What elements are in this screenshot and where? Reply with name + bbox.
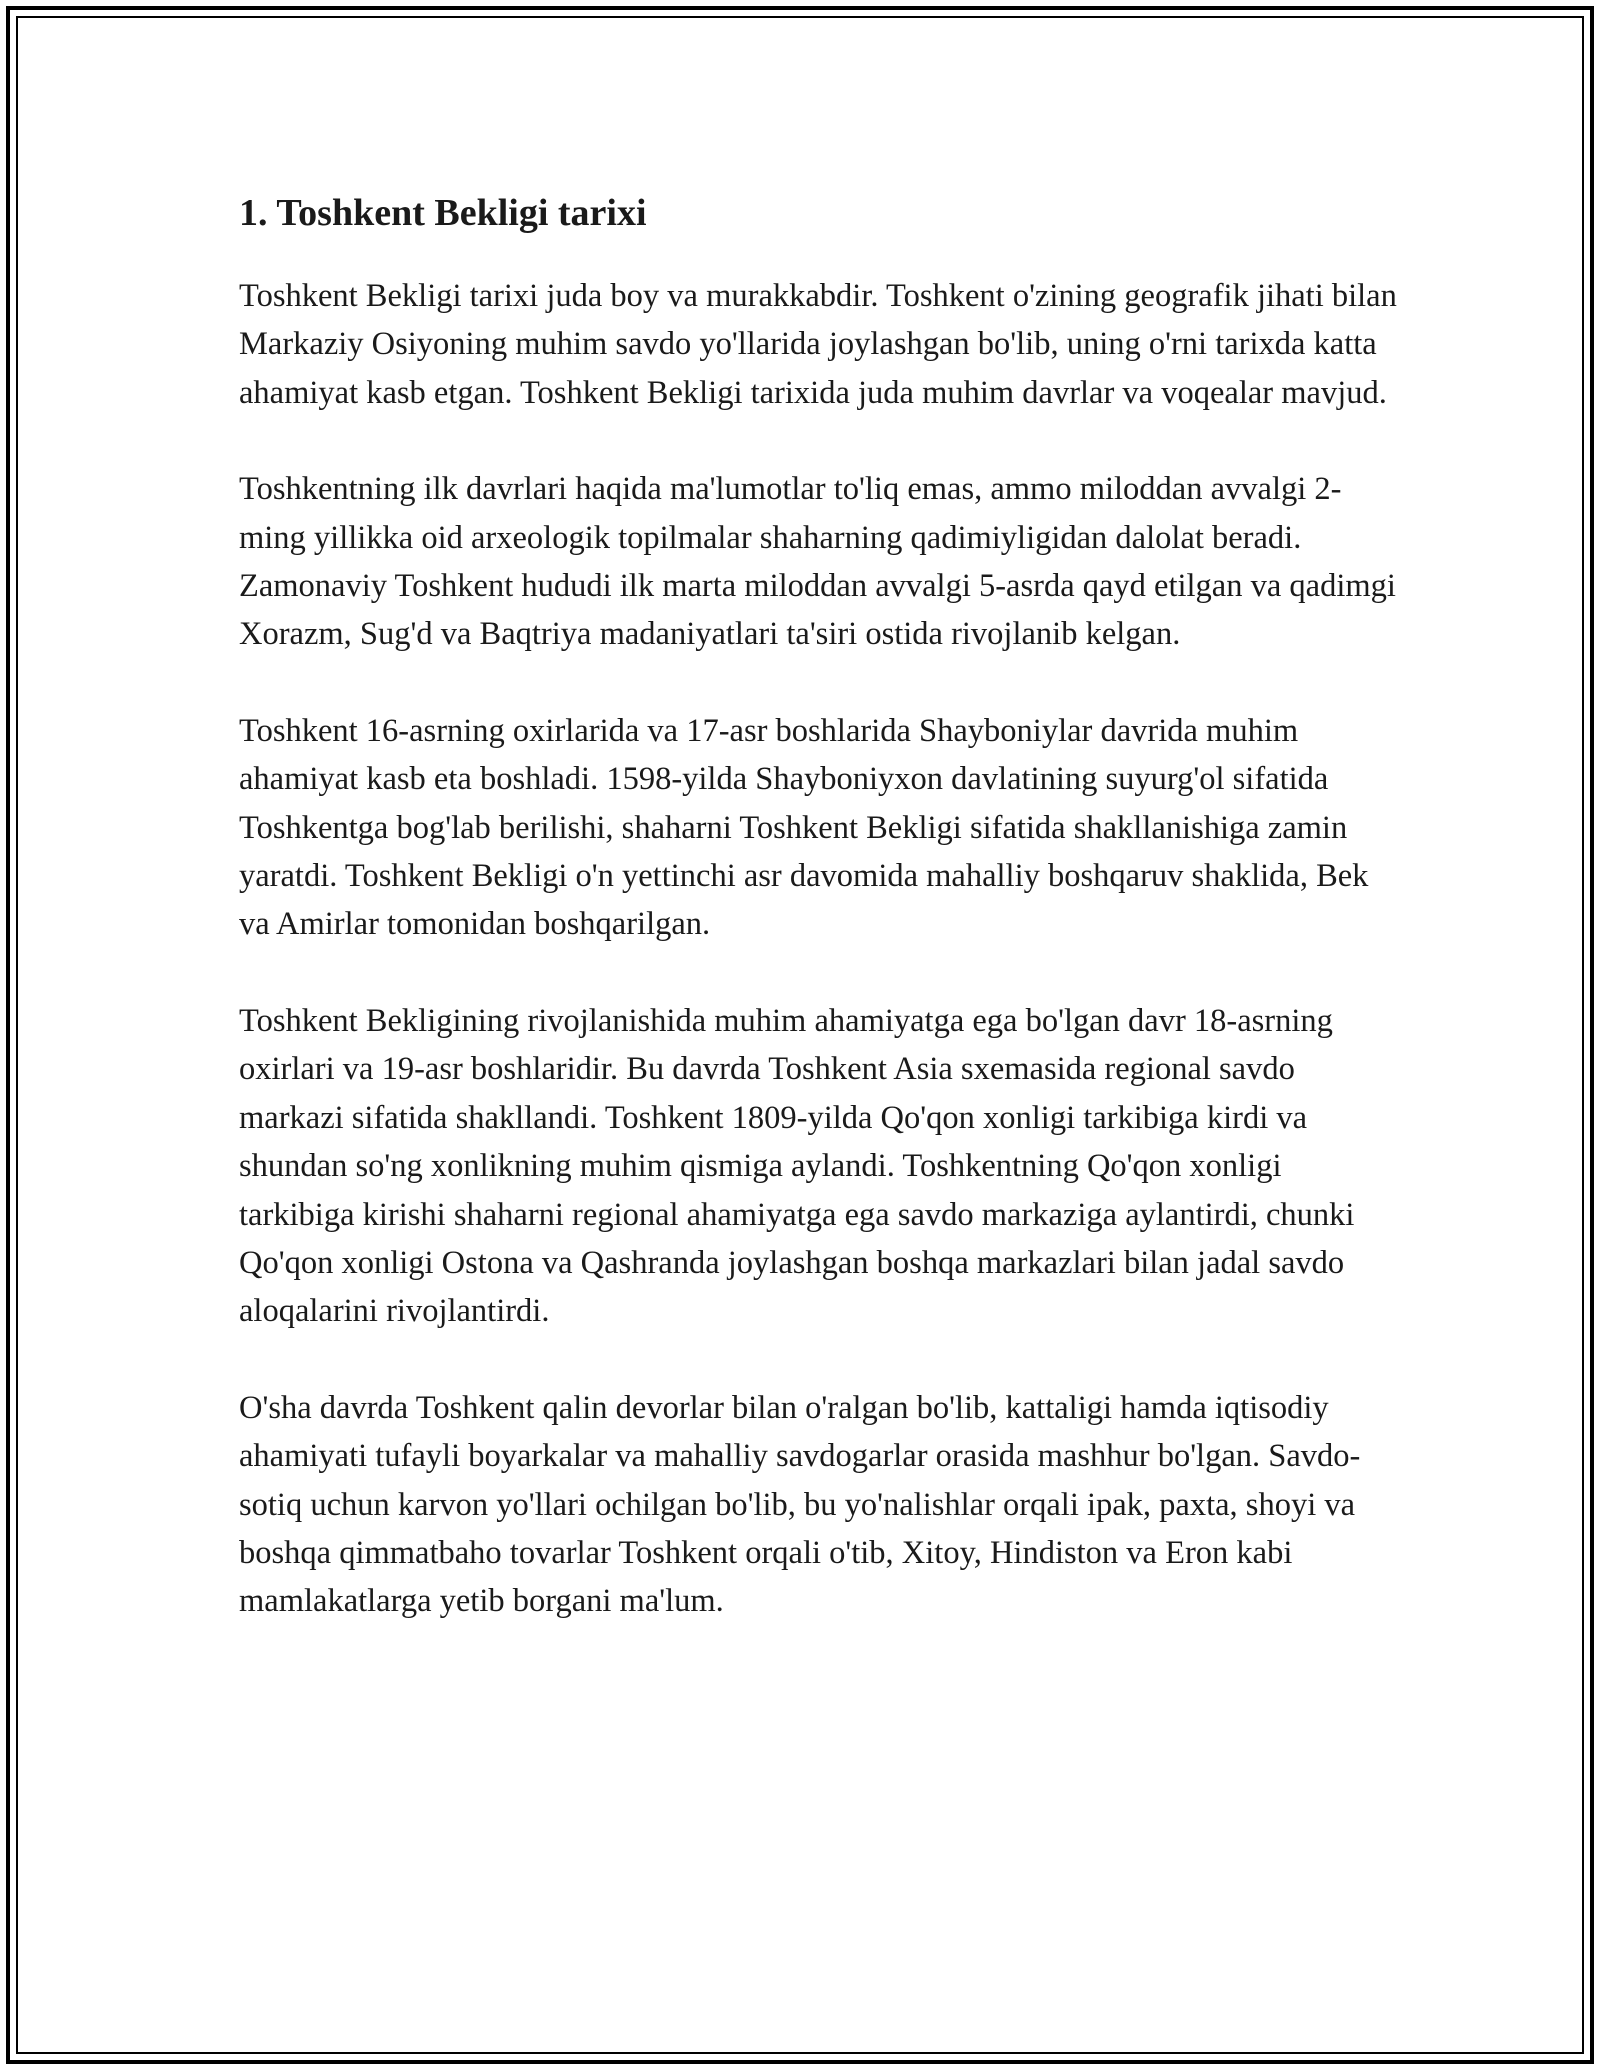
document-body <box>239 188 1401 1674</box>
document-page <box>6 6 1594 2064</box>
paragraph-1: Toshkent Bekligi tarixi juda boy va murakkabdir. Toshkent o'zining geografik jihati bilan Markaziy Osiyoning muhim savdo yo'llarida joylashgan bo'lib, uning o'rni tarixda katta ahamiyat kasb etgan. Toshkent Bekligi tarixida juda muhim davrlar va voqealar mavjud. <box>239 278 1397 411</box>
paragraph-5: O'sha davrda Toshkent qalin devorlar bilan o'ralgan bo'lib, kattaligi hamda iqtisodiy ahamiyati tufayli boyarkalar va mahalliy savdogarlar orasida mashhur bo'lgan. Savdo-sotiq uchun karvon yo'llari ochilgan bo'lib, bu yo'nalishlar orqali ipak, paxta, shoyi va boshqa qimmatbaho tovarlar Toshkent orqali o'tib, Xitoy, Hindiston va Eron kabi mamlakatlarga yetib borgani ma'lum. <box>239 1389 1361 1620</box>
paragraph-3: Toshkent 16-asrning oxirlarida va 17-asr boshlarida Shayboniylar davrida muhim ahamiyat kasb eta boshladi. 1598-yilda Shayboniyxon davlatining suyurg'ol sifatida Toshkentga bog'lab berilishi, shaharni Toshkent Bekligi sifatida shakllanishiga zamin yaratdi. Toshkent Bekligi o'n yettinchi asr davomida mahalliy boshqaruv shaklida, Bek va Amirlar tomonidan boshqarilgan. <box>239 712 1369 943</box>
paragraph-4: Toshkent Bekligining rivojlanishida muhim ahamiyatga ega bo'lgan davr 18-asrning oxirlari va 19-asr boshlaridir. Bu davrda Toshkent Asia sxemasida regional savdo markazi sifatida shakllandi. Toshkent 1809-yilda Qo'qon xonligi tarkibiga kirdi va shundan so'ng xonlikning muhim qismiga aylandi. Toshkentning Qo'qon xonligi tarkibiga kirishi shaharni regional ahamiyatga ega savdo markaziga aylantirdi, chunki Qo'qon xonligi Ostona va Qashranda joylashgan boshqa markazlari bilan jadal savdo aloqalarini rivojlantirdi. <box>239 1002 1355 1330</box>
paragraph-2: Toshkentning ilk davrlari haqida ma'lumotlar to'liq emas, ammo miloddan avvalgi 2-ming yillikka oid arxeologik topilmalar shaharning qadimiyligidan dalolat beradi. Zamonaviy Toshkent hududi ilk marta miloddan avvalgi 5-asrda qayd etilgan va qadimgi Xorazm, Sug'd va Baqtriya madaniyatlari ta'siri ostida rivojlanib kelgan. <box>239 471 1396 653</box>
document-title: 1. Toshkent Bekligi tarixi <box>239 192 647 234</box>
